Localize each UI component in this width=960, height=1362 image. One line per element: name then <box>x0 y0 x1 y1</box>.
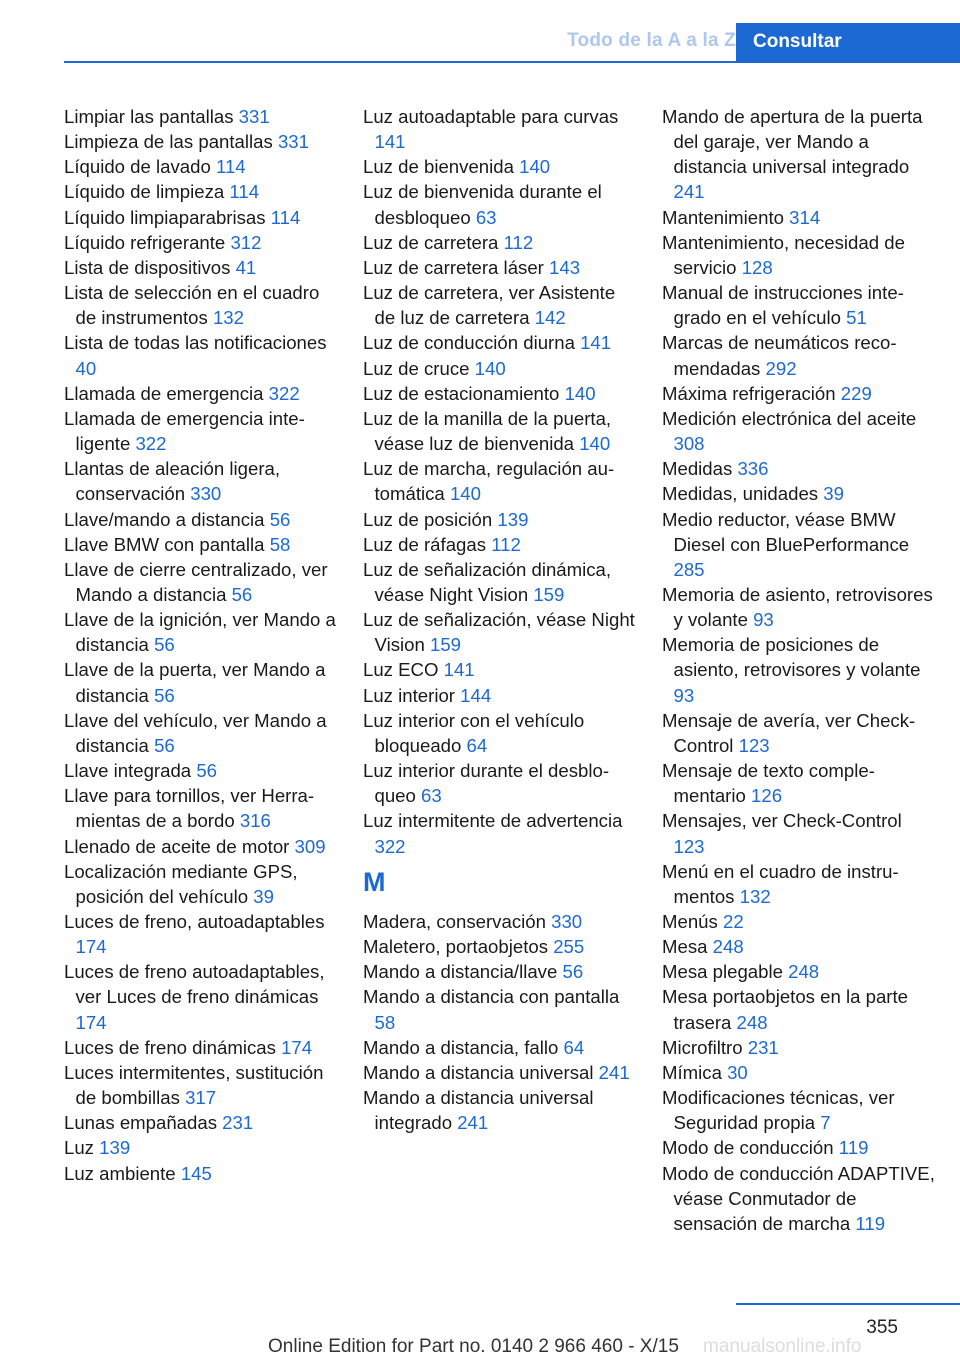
index-entry <box>363 657 638 682</box>
entry-term: Lista de dispositivos <box>64 256 231 278</box>
entry-page-link[interactable]: 141 <box>443 659 475 681</box>
edition-note: Online Edition for Part no. 0140 2 966 460 - X/15 <box>268 1336 679 1357</box>
index-entry <box>363 557 638 607</box>
entry-term: Luz de ráfagas <box>363 533 487 555</box>
entry-page-link[interactable]: 41 <box>235 256 257 278</box>
entry-page-link[interactable]: 255 <box>553 936 585 958</box>
entry-term: Luz interior <box>363 684 455 706</box>
index-entry <box>64 507 339 532</box>
entry-page-link[interactable]: 56 <box>231 583 253 605</box>
entry-page-link[interactable]: 241 <box>673 181 705 203</box>
entry-page-link[interactable]: 140 <box>449 483 481 505</box>
index-entry <box>64 834 339 859</box>
index-entry <box>363 984 638 1034</box>
entry-page-link[interactable]: 159 <box>429 634 462 656</box>
index-entry <box>64 230 339 255</box>
entry-term: Luces de freno autoadaptables, ver Luces de freno dinámicas <box>64 961 325 1008</box>
entry-term: Llave del vehículo, ver Mando a distancia <box>64 709 327 756</box>
entry-term: Lunas empañadas <box>64 1112 217 1134</box>
index-entry <box>64 381 339 406</box>
entry-page-link[interactable]: 51 <box>846 307 867 329</box>
entry-term: Mensaje de avería, ver Check-Control <box>662 709 916 756</box>
entry-page-link[interactable]: 58 <box>374 1011 396 1033</box>
entry-term: Llamada de emergencia <box>64 382 264 404</box>
index-entry <box>662 205 937 230</box>
index-entry <box>662 230 937 280</box>
index-entry <box>64 1035 339 1060</box>
index-entry <box>662 507 937 582</box>
index-entry <box>662 104 937 205</box>
entry-page-link[interactable]: 39 <box>823 483 844 505</box>
entry-page-link[interactable]: 231 <box>747 1036 779 1058</box>
index-entry <box>64 959 339 1034</box>
entry-term: Modificaciones técnicas, ver Seguridad propia <box>662 1087 895 1134</box>
index-entry <box>363 1085 638 1135</box>
entry-page-link[interactable]: 30 <box>727 1061 748 1083</box>
index-entry <box>662 1135 937 1160</box>
entry-page-link[interactable]: 241 <box>457 1112 489 1134</box>
index-entry <box>363 330 638 355</box>
entry-page-link[interactable]: 128 <box>741 256 773 278</box>
index-entry <box>662 708 937 758</box>
index-column-2 <box>363 104 638 1135</box>
index-entry <box>64 104 339 129</box>
entry-term: Luz de marcha, regulación automática <box>363 458 615 505</box>
section-title: Todo de la A a la Z <box>567 30 736 51</box>
entry-page-link[interactable]: 22 <box>722 911 744 932</box>
entry-term: Llantas de aleación ligera, conservación <box>64 458 281 505</box>
entry-page-link[interactable]: 93 <box>673 684 695 706</box>
index-entry <box>363 456 638 506</box>
index-entry <box>363 909 638 934</box>
index-entry <box>363 179 638 229</box>
index-entry <box>662 1161 937 1236</box>
entry-page-link[interactable]: 142 <box>534 307 566 329</box>
entry-term: Llave para tornillos, ver Herramientas de a bordo <box>64 785 315 832</box>
entry-term: Marcas de neumáticos recomendadas <box>662 332 897 379</box>
entry-term: Llave BMW con pantalla <box>64 533 265 555</box>
entry-page-link[interactable]: 112 <box>503 231 534 253</box>
header-rule <box>64 61 960 63</box>
entry-page-link[interactable]: 248 <box>788 961 820 983</box>
entry-page-link[interactable]: 123 <box>673 835 705 857</box>
page-header <box>0 0 960 64</box>
index-entry <box>363 154 638 179</box>
index-entry <box>363 230 638 255</box>
index-entry <box>363 280 638 330</box>
index-entry <box>662 632 937 707</box>
index-entry <box>662 909 937 934</box>
entry-term: Luz de posición <box>363 508 493 530</box>
entry-term: Madera, conservación <box>363 910 546 932</box>
index-entry <box>363 507 638 532</box>
page-number: 355 <box>866 1317 898 1338</box>
entry-page-link[interactable]: 312 <box>230 231 262 253</box>
entry-term: Medidas <box>662 458 733 480</box>
entry-page-link[interactable]: 159 <box>533 583 565 605</box>
index-column-1 <box>64 104 339 1186</box>
entry-page-link[interactable]: 119 <box>855 1212 886 1234</box>
index-entry <box>64 1161 339 1186</box>
entry-page-link[interactable]: 309 <box>294 835 326 857</box>
entry-term: Luz de carretera láser <box>363 256 544 278</box>
entry-term: Luz de conducción diurna <box>363 332 575 354</box>
index-entry <box>363 104 638 154</box>
entry-page-link[interactable]: 56 <box>196 760 218 782</box>
index-entry <box>363 758 638 808</box>
entry-page-link[interactable]: 7 <box>820 1112 831 1134</box>
entry-page-link[interactable]: 56 <box>269 508 291 530</box>
entry-term: Luz interior con el vehículo bloqueado <box>363 709 585 756</box>
entry-page-link[interactable]: 64 <box>563 1036 585 1058</box>
index-entry <box>363 1060 638 1085</box>
entry-page-link[interactable]: 174 <box>281 1036 313 1058</box>
entry-page-link[interactable]: 56 <box>154 634 175 656</box>
entry-term: Mantenimiento <box>662 206 784 228</box>
entry-term: Mantenimiento, necesidad de servicio <box>662 231 905 278</box>
entry-term: Mando a distancia con pantalla <box>363 986 620 1008</box>
index-entry <box>64 154 339 179</box>
entry-term: Luz <box>64 1137 94 1159</box>
footer-rule <box>736 1303 960 1305</box>
entry-term: Llave de la puerta, ver Mando a distancia <box>64 659 326 706</box>
entry-page-link[interactable]: 140 <box>564 382 596 404</box>
entry-page-link[interactable]: 56 <box>562 961 584 983</box>
index-entry <box>64 255 339 280</box>
entry-page-link[interactable]: 248 <box>712 936 744 958</box>
entry-term: Luz ECO <box>363 659 439 681</box>
entry-term: Llave integrada <box>64 760 192 782</box>
index-entry <box>64 1135 339 1160</box>
entry-page-link[interactable]: 322 <box>374 835 406 857</box>
entry-term: Llave de cierre centralizado, ver Mando a distancia <box>64 558 328 605</box>
entry-term: Luz de estacionamiento <box>363 382 560 404</box>
entry-page-link[interactable]: 63 <box>421 785 442 807</box>
entry-page-link[interactable]: 139 <box>497 508 529 530</box>
entry-page-link[interactable]: 231 <box>222 1112 254 1134</box>
entry-term: Modo de conducción ADAPTIVE, véase Conmutador de sensación de marcha <box>662 1162 935 1234</box>
entry-page-link[interactable]: 126 <box>751 785 783 807</box>
index-entry <box>64 1110 339 1135</box>
index-entry <box>64 557 339 607</box>
entry-page-link[interactable]: 56 <box>154 734 175 756</box>
index-entry <box>64 657 339 707</box>
index-entry <box>662 481 937 506</box>
entry-page-link[interactable]: 317 <box>185 1087 217 1109</box>
entry-page-link[interactable]: 331 <box>238 106 270 127</box>
entry-page-link[interactable]: 174 <box>75 1011 107 1033</box>
entry-page-link[interactable]: 63 <box>475 206 497 228</box>
index-column-3 <box>662 104 937 1236</box>
entry-page-link[interactable]: 132 <box>739 885 771 907</box>
entry-page-link[interactable]: 140 <box>519 156 551 178</box>
entry-term: Memoria de asiento, retrovisores y volante <box>662 583 933 631</box>
entry-page-link[interactable]: 64 <box>466 734 488 756</box>
entry-term: Mesa <box>662 936 708 958</box>
entry-term: Mando a distancia, fallo <box>363 1036 559 1058</box>
entry-term: Lista de todas las notificaciones <box>64 332 327 354</box>
entry-term: Llenado de aceite de motor <box>64 835 290 857</box>
entry-term: Mensajes, ver Check-Control <box>662 810 902 832</box>
index-entry <box>662 280 937 330</box>
index-entry <box>363 255 638 280</box>
entry-term: Limpieza de las pantallas <box>64 131 273 153</box>
index-entry <box>363 959 638 984</box>
entry-term: Líquido limpiaparabrisas <box>64 206 266 228</box>
index-entry <box>363 356 638 381</box>
entry-term: Luz interior durante el desbloqueo <box>363 760 610 807</box>
entry-page-link[interactable]: 330 <box>551 910 583 932</box>
entry-term: Lista de selección en el cuadro de instrumentos <box>64 282 320 329</box>
entry-term: Memoria de posiciones de asiento, retrovisores y volante <box>662 634 921 681</box>
entry-term: Líquido de lavado <box>64 156 211 178</box>
entry-term: Líquido de limpieza <box>64 181 225 203</box>
index-entry <box>662 1060 937 1085</box>
entry-page-link[interactable]: 39 <box>253 885 274 907</box>
entry-term: Mímica <box>662 1061 722 1083</box>
entry-page-link[interactable]: 241 <box>598 1061 630 1083</box>
entry-term: Luz de señalización dinámica, véase Night Vision <box>363 558 612 605</box>
index-entry <box>64 859 339 909</box>
entry-page-link[interactable]: 114 <box>229 181 260 203</box>
entry-term: Luces intermitentes, sustitución de bombillas <box>64 1061 324 1109</box>
entry-page-link[interactable]: 114 <box>270 206 301 228</box>
index-entry <box>64 205 339 230</box>
entry-page-link[interactable]: 322 <box>135 433 167 455</box>
entry-term: Mando a distancia/llave <box>363 961 558 983</box>
entry-page-link[interactable]: 56 <box>154 684 175 706</box>
index-entry <box>662 808 937 858</box>
index-entry <box>662 959 937 984</box>
entry-term: Mesa plegable <box>662 961 783 983</box>
entry-page-link[interactable]: 114 <box>215 156 246 178</box>
entry-term: Luz de bienvenida <box>363 156 514 178</box>
entry-term: Luz de carretera <box>363 231 499 253</box>
entry-page-link[interactable]: 139 <box>99 1137 131 1159</box>
entry-term: Mesa portaobjetos en la parte trasera <box>662 986 909 1033</box>
index-entry <box>64 129 339 154</box>
index-entry <box>363 532 638 557</box>
entry-term: Menú en el cuadro de instrumentos <box>662 860 899 907</box>
entry-page-link[interactable]: 119 <box>838 1137 869 1159</box>
entry-term: Luz de señalización, véase Night Vision <box>363 609 635 656</box>
entry-page-link[interactable]: 174 <box>75 936 107 958</box>
entry-term: Medidas, unidades <box>662 483 819 505</box>
entry-page-link[interactable]: 145 <box>180 1162 212 1184</box>
index-entry <box>64 909 339 959</box>
entry-term: Microfiltro <box>662 1036 743 1058</box>
index-entry <box>662 934 937 959</box>
index-entry <box>662 859 937 909</box>
entry-page-link[interactable]: 308 <box>673 433 705 455</box>
entry-term: Manual de instrucciones integrado en el vehículo <box>662 282 904 329</box>
index-entry <box>662 984 937 1034</box>
index-entry <box>64 406 339 456</box>
entry-page-link[interactable]: 285 <box>673 558 705 580</box>
entry-page-link[interactable]: 112 <box>491 533 521 555</box>
entry-page-link[interactable]: 316 <box>239 810 271 832</box>
entry-term: Localización mediante GPS, posición del vehículo <box>64 860 298 907</box>
index-entry <box>363 708 638 758</box>
index-entry <box>64 783 339 833</box>
entry-term: Maletero, portaobjetos <box>363 936 549 958</box>
index-entry <box>64 532 339 557</box>
entry-page-link[interactable]: 144 <box>460 684 492 706</box>
entry-term: Menús <box>662 911 718 932</box>
entry-page-link[interactable]: 58 <box>269 533 291 555</box>
entry-term: Mando a distancia universal <box>363 1061 594 1083</box>
index-entry <box>662 758 937 808</box>
entry-page-link[interactable]: 330 <box>190 483 222 505</box>
index-entry <box>64 708 339 758</box>
index-entry <box>662 1085 937 1135</box>
entry-page-link[interactable]: 132 <box>212 307 244 329</box>
entry-page-link[interactable]: 336 <box>737 458 769 480</box>
index-entry <box>363 683 638 708</box>
entry-term: Medio reductor, véase BMW Diesel con BluePerformance <box>662 508 910 555</box>
index-entry <box>662 406 937 456</box>
entry-page-link[interactable]: 93 <box>753 609 774 631</box>
entry-page-link[interactable]: 40 <box>75 357 97 379</box>
index-entry <box>363 1035 638 1060</box>
index-entry <box>363 406 638 456</box>
entry-term: Luz ambiente <box>64 1162 176 1184</box>
entry-term: Luz autoadaptable para curvas <box>363 106 619 127</box>
index-entry <box>64 456 339 506</box>
index-entry <box>662 582 937 632</box>
entry-term: Llave/mando a distancia <box>64 508 265 530</box>
entry-page-link[interactable]: 141 <box>374 131 406 153</box>
entry-term: Mensaje de texto complementario <box>662 760 875 807</box>
entry-page-link[interactable]: 292 <box>765 357 797 379</box>
entry-term: Modo de conducción <box>662 1137 834 1159</box>
index-entry <box>64 330 339 380</box>
entry-page-link[interactable]: 322 <box>268 382 300 404</box>
entry-page-link[interactable]: 140 <box>579 433 611 455</box>
index-entry <box>662 1035 937 1060</box>
entry-term: Limpiar las pantallas <box>64 106 234 127</box>
entry-page-link[interactable]: 229 <box>840 382 872 404</box>
index-entry <box>662 330 937 380</box>
entry-term: Luz de carretera, ver Asistente de luz de carretera <box>363 282 616 329</box>
index-entry <box>662 381 937 406</box>
entry-term: Mando de apertura de la puerta del garaje, ver Mando a distancia universal integrado <box>662 106 923 178</box>
entry-page-link[interactable]: 141 <box>580 332 612 354</box>
entry-term: Luces de freno dinámicas <box>64 1036 276 1058</box>
entry-term: Luz intermitente de advertencia <box>363 810 623 832</box>
index-entry <box>64 179 339 204</box>
entry-term: Luz de cruce <box>363 357 470 379</box>
entry-page-link[interactable]: 331 <box>277 131 309 153</box>
entry-term: Luz de bienvenida durante el desbloqueo <box>363 181 602 228</box>
index-entry <box>662 456 937 481</box>
entry-term: Llave de la ignición, ver Mando a distancia <box>64 609 336 656</box>
entry-page-link[interactable]: 140 <box>474 357 506 379</box>
entry-term: Medición electrónica del aceite <box>662 407 917 429</box>
index-entry <box>363 381 638 406</box>
entry-page-link[interactable]: 143 <box>549 256 581 278</box>
entry-term: Luz de la manilla de la puerta, véase luz de bienvenida <box>363 407 612 455</box>
entry-term: Líquido refrigerante <box>64 231 226 253</box>
index-entry <box>363 808 638 858</box>
entry-page-link[interactable]: 123 <box>738 734 770 756</box>
watermark: manualsonline.info <box>703 1336 862 1357</box>
index-entry <box>64 1060 339 1110</box>
index-entry <box>64 607 339 657</box>
entry-term: Mando a distancia universal integrado <box>363 1087 594 1134</box>
entry-term: Máxima refrigeración <box>662 382 836 404</box>
entry-page-link[interactable]: 248 <box>736 1011 768 1033</box>
entry-page-link[interactable]: 314 <box>789 206 821 228</box>
index-entry <box>64 758 339 783</box>
index-letter-heading: M <box>363 866 386 897</box>
chapter-tab[interactable]: Consultar <box>736 23 960 62</box>
index-entry <box>363 934 638 959</box>
entry-term: Luces de freno, autoadaptables <box>64 911 325 932</box>
index-entry <box>64 280 339 330</box>
index-entry <box>363 607 638 657</box>
entry-term: Llamada de emergencia inteligente <box>64 407 305 455</box>
